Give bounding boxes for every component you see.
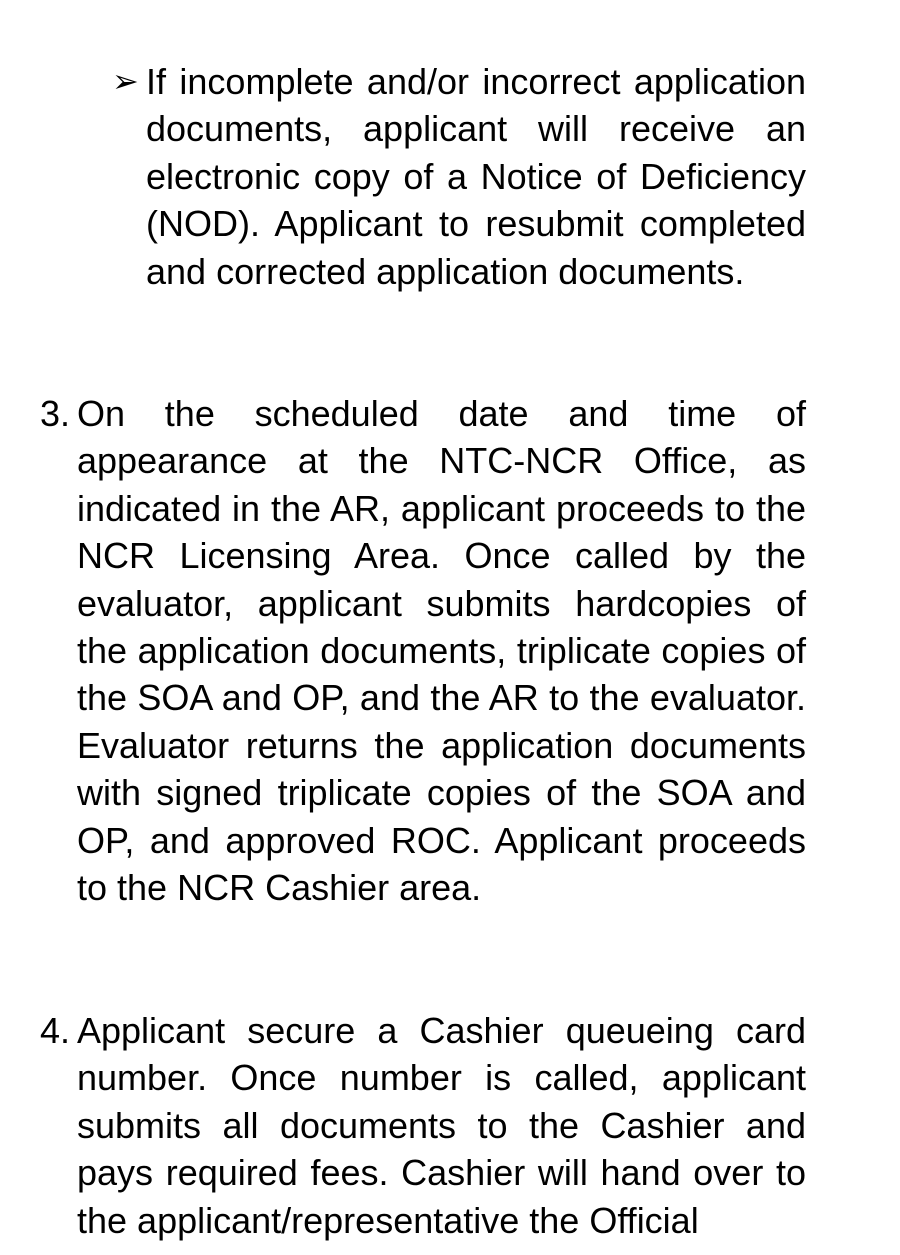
step-3-number: 3.	[40, 393, 71, 434]
step-4-number: 4.	[40, 1010, 71, 1051]
bullet-item-text: If incomplete and/or incorrect application documents, applicant will receive an electronic copy of a Notice of Deficiency (NOD). Applicant to resubmit completed and corrected application documents.	[146, 61, 806, 292]
arrow-bullet-icon: ➢	[112, 62, 139, 100]
step-3-text: On the scheduled date and time of appearance at the NTC-NCR Office, as indicated in the AR, applicant proceeds to the NCR Licensing Area. Once called by the evaluator, applicant submits hardcopies of the application documents, triplicate copies of the SOA and OP, and the AR to the evaluator. Evaluator returns the application documents with signed triplicate copies of the SOA and OP, and approved ROC. Applicant proceeds to the NCR Cashier area.	[77, 393, 806, 909]
step-4-text: Applicant secure a Cashier queueing card number. Once number is called, applicant submits all documents to the Cashier and pays required fees. Cashier will hand over to the applicant/representative the Official	[77, 1010, 806, 1241]
